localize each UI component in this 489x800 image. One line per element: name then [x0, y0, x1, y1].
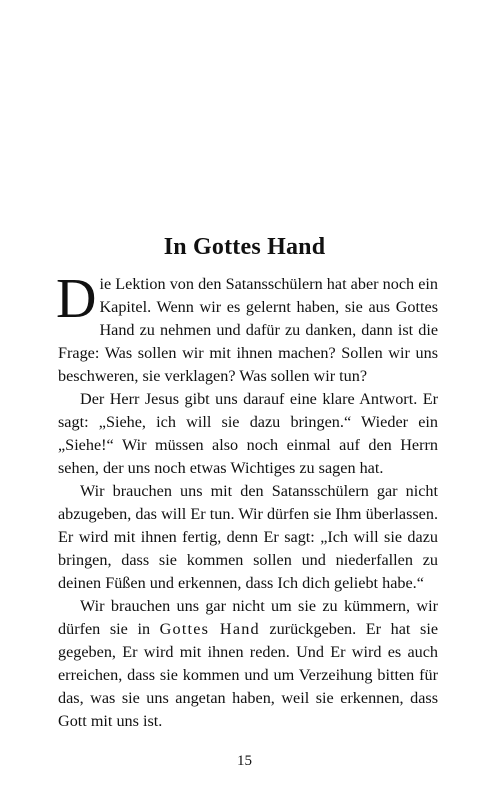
- paragraph-3: Wir brauchen uns mit den Satansschülern gar nicht abzugeben, das will Er tun. Wir dürfen sie Ihm überlassen. Er wird mit ihnen fertig, denn Er sagt: „Ich will sie dazu bringen, dass sie kommen sollen und niederfallen zu deinen Füßen und erkennen, dass Ich dich geliebt habe.“: [58, 482, 438, 592]
- paragraph-1: [56, 268, 438, 388]
- body-text: [56, 268, 439, 733]
- drop-cap: D: [56, 268, 97, 330]
- paragraph-1-text: ie Lektion von den Satansschülern hat aber noch ein Kapitel. Wenn wir es gelernt haben, sie aus Gottes Hand zu nehmen und dafür zu danken, dann ist die Frage: Was sollen wir mit ihnen machen? Sollen wir uns beschweren, sie verklagen? Was sollen wir tun?: [58, 275, 438, 385]
- paragraph-2: Der Herr Jesus gibt uns darauf eine klare Antwort. Er sagt: „Siehe, ich will sie dazu bringen.“ Wieder ein „Siehe!“ Wir müssen also noch einmal auf den Herrn sehen, der uns noch etwas Wichtiges zu sagen hat.: [58, 390, 438, 477]
- chapter-title: In Gottes Hand: [163, 234, 326, 260]
- page-number: 15: [237, 753, 252, 769]
- emphasis-gottes-hand: Gottes Hand: [159, 620, 260, 638]
- paragraph-4: [58, 595, 438, 733]
- paragraph-4-text-before: Wir brauchen uns gar nicht um sie zu kümmern, wir dürfen sie in: [58, 597, 438, 638]
- paragraph-4-text-after: zurückgeben. Er hat sie gegeben, Er wird mit ihnen reden. Und Er wird es auch erreichen, dass sie kommen und um Verzeihung bitten für das, was sie uns angetan haben, weil sie erkennen, dass Gott mit uns ist.: [58, 620, 439, 730]
